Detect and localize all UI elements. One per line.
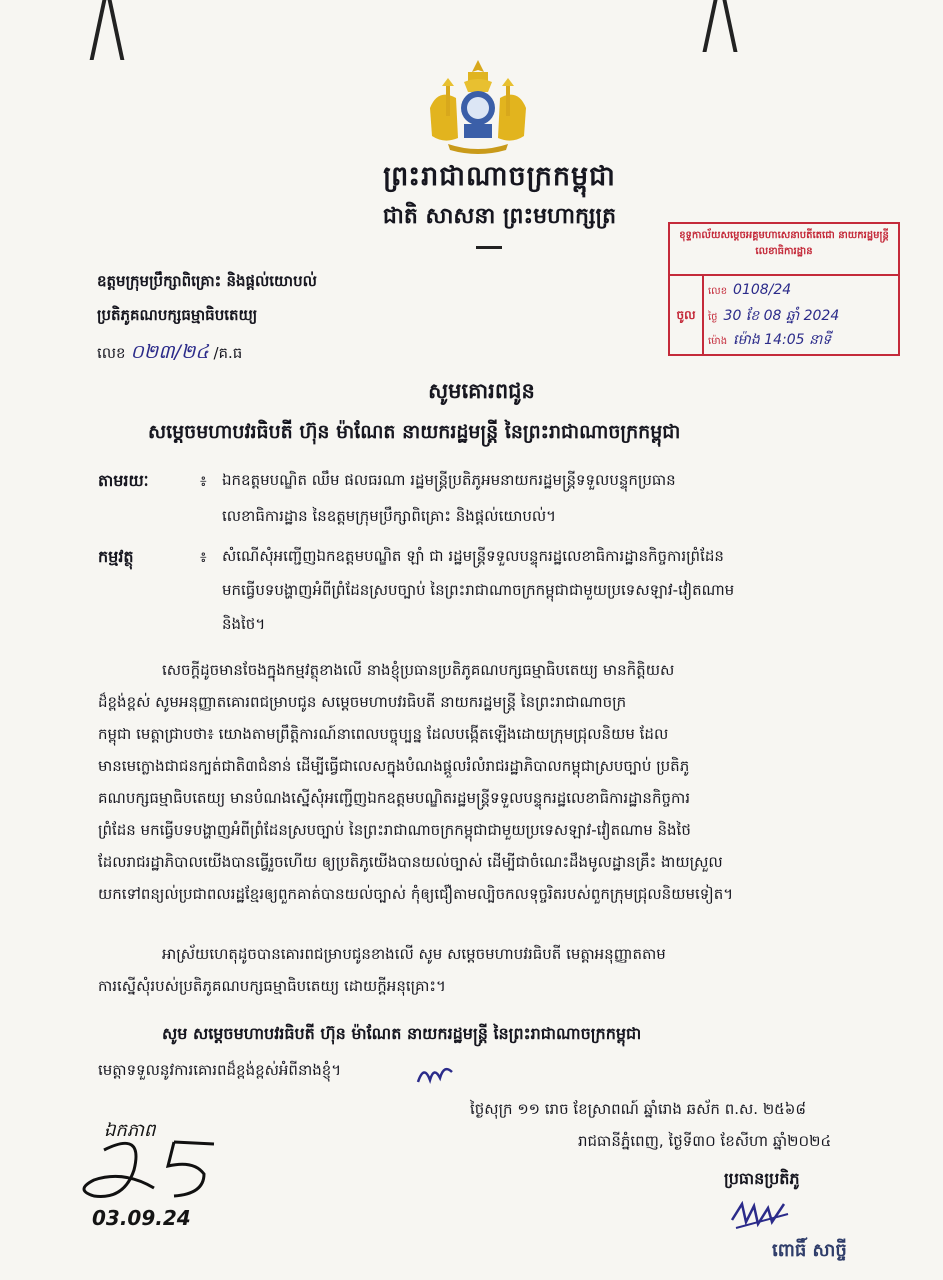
sender-org-line1: ឧត្តមក្រុមប្រឹក្សាពិគ្រោះ និងផ្តល់យោបល់: [97, 272, 317, 290]
stamp-row-number-value: 0108/24: [733, 282, 792, 298]
stamp-row-time-label: ម៉ោង: [708, 336, 728, 347]
body-p1-line: ដែលរាជរដ្ឋាភិបាលយើងបានធ្វើរួចហើយ ឲ្យប្រតិភូយើងបានយល់ច្បាស់ ដើម្បីជាចំណេះដឹងមូលដ្ឋានគ្រឹះ ងាយស្រួល: [98, 853, 723, 871]
hanging-string-left-2: [108, 0, 125, 60]
signatory-title: ប្រធានប្រតិភូ: [724, 1169, 800, 1188]
body-p1-line: កម្ពុជា មេត្តាជ្រាបថា៖ យោងតាមព្រឹត្តិការណ៍នាពេលបច្ចុប្បន្ន ដែលបង្កើតឡើងដោយក្រុមជ្រុលនិយម ដែល: [98, 725, 669, 743]
hanging-string-right: [702, 0, 717, 52]
stamp-row-number-label: លេខ: [708, 286, 728, 297]
subject-line3: និងថៃ។: [222, 615, 266, 633]
approval-signature: [64, 1130, 234, 1210]
reference-value: ០២៣/២៤: [130, 341, 209, 363]
subject-colon: ៖: [200, 548, 207, 566]
signatory-signature: [728, 1194, 808, 1234]
lunar-date: ថ្ងៃសុក្រ ១១ រោច ខែស្រាពណ៍ ឆ្នាំរោង ឆស័ក ព.ស. ២៥៦៨: [470, 1100, 807, 1118]
stamp-header: [670, 224, 898, 276]
signatory-name: ពោធិ៍ សាច្ចី: [772, 1240, 847, 1261]
approval-note: ឯកភាព: [104, 1120, 156, 1141]
salutation: សូមគោរពជូន: [428, 379, 535, 403]
body-p2-line: អាស្រ័យហេតុដូចបានគោរពជម្រាបជូនខាងលើ សូម សម្តេចមហាបវរធិបតី មេត្តាអនុញ្ញាតតាម: [162, 945, 666, 963]
stamp-row-time: [708, 330, 831, 351]
received-stamp: [668, 222, 900, 356]
body-p2-line: ការស្នើសុំរបស់ប្រតិភូគណបក្សធម្មាធិបតេយ្យ ដោយក្តីអនុគ្រោះ។: [98, 977, 446, 995]
stamp-header-line1: ខុទ្ទកាល័យ​សម្តេចអគ្គមហាសេនាបតីតេជោ នាយករដ្ឋមន្ត្រី: [679, 230, 889, 241]
stamp-header-line2: លេខាធិការដ្ឋាន: [755, 246, 813, 257]
closing-line1: សូម សម្តេចមហាបវរធិបតី ហ៊ុន ម៉ាណែត នាយករដ្ឋមន្ត្រី នៃព្រះរាជាណាចក្រកម្ពុជា: [162, 1024, 642, 1043]
reference-number: [97, 340, 242, 368]
subject-line2: មកធ្វើបទបង្ហាញអំពីព្រំដែនស្របច្បាប់ នៃព្រះរាជាណាចក្រកម្ពុជាជាមួយប្រទេសឡាវ-វៀតណាម: [222, 581, 735, 599]
addressee: សម្តេចមហាបវរធិបតី ហ៊ុន ម៉ាណែត នាយករដ្ឋមន្ត្រី នៃព្រះរាជាណាចក្រកម្ពុជា: [148, 421, 681, 443]
body-p1-line: យកទៅពន្យល់ប្រជាពលរដ្ឋខ្មែរឲ្យពួកគាត់បានយល់ច្បាស់ កុំឲ្យជឿតាមល្បិចកលទុច្ចរិតរបស់ពួកក្រុមជ្រុលនិយមទៀត។: [98, 885, 734, 903]
body-p1-line: ដ៏ខ្ពង់ខ្ពស់ សូមអនុញ្ញាតគោរពជម្រាបជូន សម្តេចមហាបវរធិបតី នាយករដ្ឋមន្ត្រី នៃព្រះរាជាណាចក្រ: [98, 693, 627, 711]
stamp-row-date-label: ថ្ងៃ: [708, 312, 718, 323]
subject-label: កម្មវត្ថុ: [98, 547, 134, 566]
hanging-string-left: [90, 0, 107, 60]
body-paragraph-2: [98, 938, 914, 1002]
motto-divider: [476, 246, 502, 249]
stamp-row-time-value: ម៉ោង 14:05 នាទី: [733, 332, 832, 348]
closing-line2: មេត្តាទទួលនូវការគោរពដ៏ខ្ពង់ខ្ពស់អំពីនាងខ្ញុំ។: [98, 1061, 342, 1079]
reference-label: លេខ: [97, 344, 126, 362]
hanging-string-right-2: [722, 0, 737, 52]
stamp-row-date: [708, 306, 839, 327]
stamp-row-date-value: 30 ខែ 08 ឆ្នាំ 2024: [723, 308, 840, 324]
body-p1-line: គណបក្សធម្មាធិបតេយ្យ មានបំណងស្នើសុំអញ្ជើញឯកឧត្តមបណ្ឌិតរដ្ឋមន្ត្រីទទួលបន្ទុករដ្ឋលេខាធិការដ្ឋានកិច្ចការ: [98, 789, 691, 807]
kingdom-title: ព្រះរាជាណាចក្រកម្ពុជា: [383, 161, 616, 192]
via-colon: ៖: [200, 472, 207, 490]
via-label: តាមរយៈ: [98, 471, 149, 490]
stamp-side-label: ចូល: [670, 276, 704, 354]
royal-emblem-icon: [418, 58, 538, 156]
solar-date: រាជធានីភ្នំពេញ, ថ្ងៃទី៣០ ខែសីហា ឆ្នាំ២០២៤: [578, 1132, 832, 1150]
reference-suffix: /គ.ធ: [213, 344, 243, 362]
via-line1: ឯកឧត្តមបណ្ឌិត ឈឹម ផលធរណា រដ្ឋមន្ត្រីប្រតិភូអមនាយករដ្ឋមន្ត្រីទទួលបន្ទុកប្រធាន: [222, 471, 676, 489]
initial-scribble-icon: [414, 1060, 458, 1090]
via-line2: លេខាធិការដ្ឋាន នៃឧត្តមក្រុមប្រឹក្សាពិគ្រោះ និងផ្តល់យោបល់។: [222, 507, 557, 525]
body-p1-line: សេចក្តីដូចមានចែងក្នុងកម្មវត្ថុខាងលើ នាងខ្ញុំប្រធានប្រតិភូគណបក្សធម្មាធិបតេយ្យ មានកិត្តិយស: [162, 661, 675, 679]
stamp-row-number: [708, 282, 791, 299]
subject-line1: សំណើសុំអញ្ជើញឯកឧត្តមបណ្ឌិត ឡាំ ជា រដ្ឋមន្ត្រីទទួលបន្ទុករដ្ឋលេខាធិការដ្ឋានកិច្ចការព្រំដែន: [222, 547, 724, 565]
sender-org-line2: ប្រតិភូគណបក្សធម្មាធិបតេយ្យ: [97, 306, 258, 324]
body-p1-line: មានមេក្លោងជាជនក្បត់ជាតិ៣ជំនាន់ ដើម្បីធ្វើជាលេសក្នុងបំណងផ្តួលរំលំរាជរដ្ឋាភិបាលកម្ពុជាស្របច្បាប់ ប្រតិភូ: [98, 757, 690, 775]
body-paragraph-1: [98, 654, 914, 910]
body-p1-line: ព្រំដែន មកធ្វើបទបង្ហាញអំពីព្រំដែនស្របច្បាប់ នៃព្រះរាជាណាចក្រកម្ពុជាជាមួយប្រទេសឡាវ-វៀតណាម និងថៃ: [98, 821, 691, 839]
national-motto: ជាតិ សាសនា ព្រះមហាក្សត្រ: [382, 204, 617, 229]
approval-date: 03.09.24: [92, 1206, 191, 1230]
